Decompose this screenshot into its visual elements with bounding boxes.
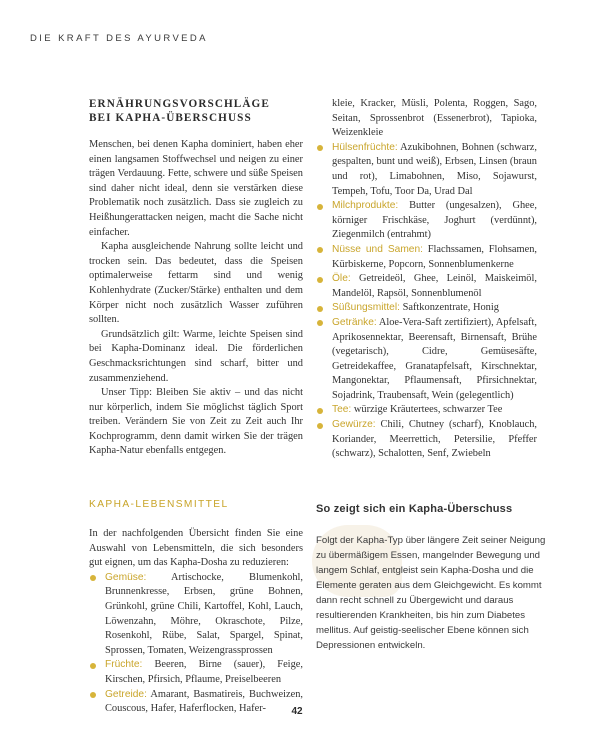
food-list-text: Flachssamen, Flohsamen, Kürbiskerne, Popcorn, Sonnenblumenkerne bbox=[332, 243, 537, 270]
food-item-suessungsmittel bbox=[316, 301, 537, 316]
food-list-text: Beeren, Birne (sauer), Feige, Kirschen, Pfirsich, Pflaume, Preiselbeeren bbox=[105, 659, 303, 685]
bullet-dot-icon bbox=[317, 277, 323, 283]
bullet-dot-icon bbox=[90, 575, 96, 581]
body-paragraph: Menschen, bei denen Kapha dominiert, haben eher einen langsamen Stoffwechsel und neigen zu einer trägen Verdauung. Fette, schwere und süße Speisen sind daher nicht ideal, denn sie verstärken diese Problematik noch zusätzlich. Dass sie zugleich zu Heißhungerattacken neigen, macht die Sache nicht einfacher. bbox=[89, 139, 303, 238]
food-item-gewuerze bbox=[316, 418, 537, 462]
kapha-overload-infobox bbox=[316, 503, 546, 653]
left-column bbox=[89, 97, 303, 717]
section-title-line1: ERNÄHRUNGSVORSCHLÄGE bbox=[89, 98, 270, 110]
food-list-text: Artischocke, Blumenkohl, Brunnenkresse, Erbsen, grüne Bohnen, Grünkohl, grüne Chili, Kartoffel, Kohl, Lauch, Löwenzahn, Möhre, Okraschote, Pilze, Rosenkohl, Rübe, Salat, Spargel, Spinat, Sprossen, Tomaten, Weizengrassprossen bbox=[105, 571, 303, 656]
food-list-right bbox=[316, 141, 537, 462]
food-list-left bbox=[89, 571, 303, 717]
bullet-dot-icon bbox=[317, 145, 323, 151]
food-category: Süßungsmittel: bbox=[332, 302, 400, 314]
food-category: Getränke: bbox=[332, 316, 377, 328]
section-title bbox=[89, 97, 303, 125]
bullet-dot-icon bbox=[317, 423, 323, 429]
bullet-dot-icon bbox=[90, 692, 96, 698]
bullet-dot-icon bbox=[317, 306, 323, 312]
infobox-text: Folgt der Kapha-Typ über längere Zeit seiner Neigung zu übermäßigem Essen, mangelnder Bewegung und langem Schlaf, entgleist sein Kapha-Dosha und die Elemente geraten aus dem Gleichgewicht. Es kommt dann recht schnell zu Übergewicht und daraus resultierenden Krankheiten, bis hin zum Diabetes mellitus. Auf geistig-seelischer Ebene können sich Depressionen entwickeln. bbox=[316, 535, 546, 651]
food-category: Tee: bbox=[332, 404, 352, 416]
bullet-dot-icon bbox=[317, 408, 323, 414]
bullet-dot-icon bbox=[317, 247, 323, 253]
food-category: Hülsenfrüchte: bbox=[332, 141, 398, 153]
food-item-fruechte bbox=[89, 658, 303, 687]
food-item-huelsenfruechte bbox=[316, 141, 537, 199]
food-category: Öle: bbox=[332, 273, 351, 285]
food-category: Nüsse und Samen: bbox=[332, 243, 423, 255]
food-item-nuesse-samen bbox=[316, 243, 537, 272]
bullet-dot-icon bbox=[317, 204, 323, 210]
right-column bbox=[316, 97, 537, 462]
food-category: Früchte: bbox=[105, 659, 143, 671]
body-paragraph: Kapha ausgleichende Nahrung sollte leicht und trocken sein. Das bedeutet, dass die Speisen optimalerweise fettarm sind und wenig Kohlenhydrate (Zucker/Stärke) enthalten und dem Körper nicht noch zusätzlich Wasser zuführen sollten. bbox=[89, 241, 303, 326]
food-item-gemuese bbox=[89, 571, 303, 659]
tip-paragraph: Unser Tipp: Bleiben Sie aktiv – und das nicht nur körperlich, indem Sie möglichst täglich Sport treiben. Verändern Sie von Zeit zu Zeit auch Ihr Kochprogramm, denn damit wirken Sie der trägen Kapha-Natur ebenfalls entgegen. bbox=[89, 387, 303, 457]
food-item-oele bbox=[316, 272, 537, 301]
food-list-text: Butter (ungesalzen), Ghee, körniger Frischkäse, Joghurt (verdünnt), Ziegenmilch (entrahmt) bbox=[332, 200, 537, 241]
getreide-continuation: kleie, Kracker, Müsli, Polenta, Roggen, Sago, Seitan, Sprossenbrot (Essenerbrot), Tapioka, Weizenkleie bbox=[332, 98, 537, 139]
bullet-dot-icon bbox=[317, 320, 323, 326]
running-head: DIE KRAFT DES AYURVEDA bbox=[30, 33, 208, 44]
food-category: Getreide: bbox=[105, 688, 147, 700]
food-list-text: Getreideöl, Ghee, Leinöl, Maiskeimöl, Mandelöl, Rapsöl, Sonnenblumenöl bbox=[332, 273, 537, 299]
bullet-dot-icon bbox=[90, 663, 96, 669]
kapha-foods-heading: KAPHA-LEBENSMITTEL bbox=[89, 499, 229, 511]
food-category: Milchprodukte: bbox=[332, 200, 399, 212]
food-category: Gewürze: bbox=[332, 419, 376, 431]
food-list-text: Amarant, Basmatireis, Buchweizen, Couscous, Hafer, Haferflocken, Hafer- bbox=[105, 688, 303, 715]
infobox-title: So zeigt sich ein Kapha-Überschuss bbox=[316, 503, 513, 515]
food-list-text: Saftkonzentrate, Honig bbox=[402, 302, 499, 314]
food-item-milchprodukte bbox=[316, 199, 537, 243]
section-title-line2: BEI KAPHA-ÜBERSCHUSS bbox=[89, 112, 252, 124]
food-item-tee bbox=[316, 403, 537, 418]
food-list-text: würzige Kräutertees, schwarzer Tee bbox=[353, 404, 503, 416]
page-number: 42 bbox=[291, 706, 303, 717]
body-paragraph: Grundsätzlich gilt: Warme, leichte Speisen sind bei Kapha-Dominanz ideal. Die förderlichen Geschmacksrichtungen sind scharf, bitter und zusammenziehend. bbox=[89, 328, 303, 384]
food-list-text: Azukibohnen, Bohnen (schwarz, gespalten, bunt und weiß), Erbsen, Linsen (braun und rot), Limabohnen, Miso, Sojawurst, Tempeh, Tofu, Toor Da, Urad Dal bbox=[332, 141, 537, 197]
food-category: Gemüse: bbox=[105, 571, 147, 583]
food-list-text: Chili, Chutney (scharf), Knoblauch, Koriander, Meerrettich, Petersilie, Pfeffer (schwarz), Schalotten, Senf, Zwiebeln bbox=[332, 419, 537, 460]
food-item-getraenke bbox=[316, 316, 537, 404]
kapha-foods-intro: In der nachfolgenden Übersicht finden Sie eine Auswahl von Lebensmitteln, die sich besonders gut eignen, um das Kapha-Dosha zu reduzieren: bbox=[89, 528, 303, 569]
food-list-text: Aloe-Vera-Saft zertifiziert), Apfelsaft, Aprikosennektar, Beerensaft, Birnensaft, Brühe (vegetarisch), Cidre, Gemüsesäfte, Getreidekaffee, Granatapfelsaft, Kirschnektar, Mangonektar, Pflaumensaft, Pfirsichnektar, Sojadrink, Traubensaft, Wein (gelegentlich) bbox=[332, 316, 538, 401]
